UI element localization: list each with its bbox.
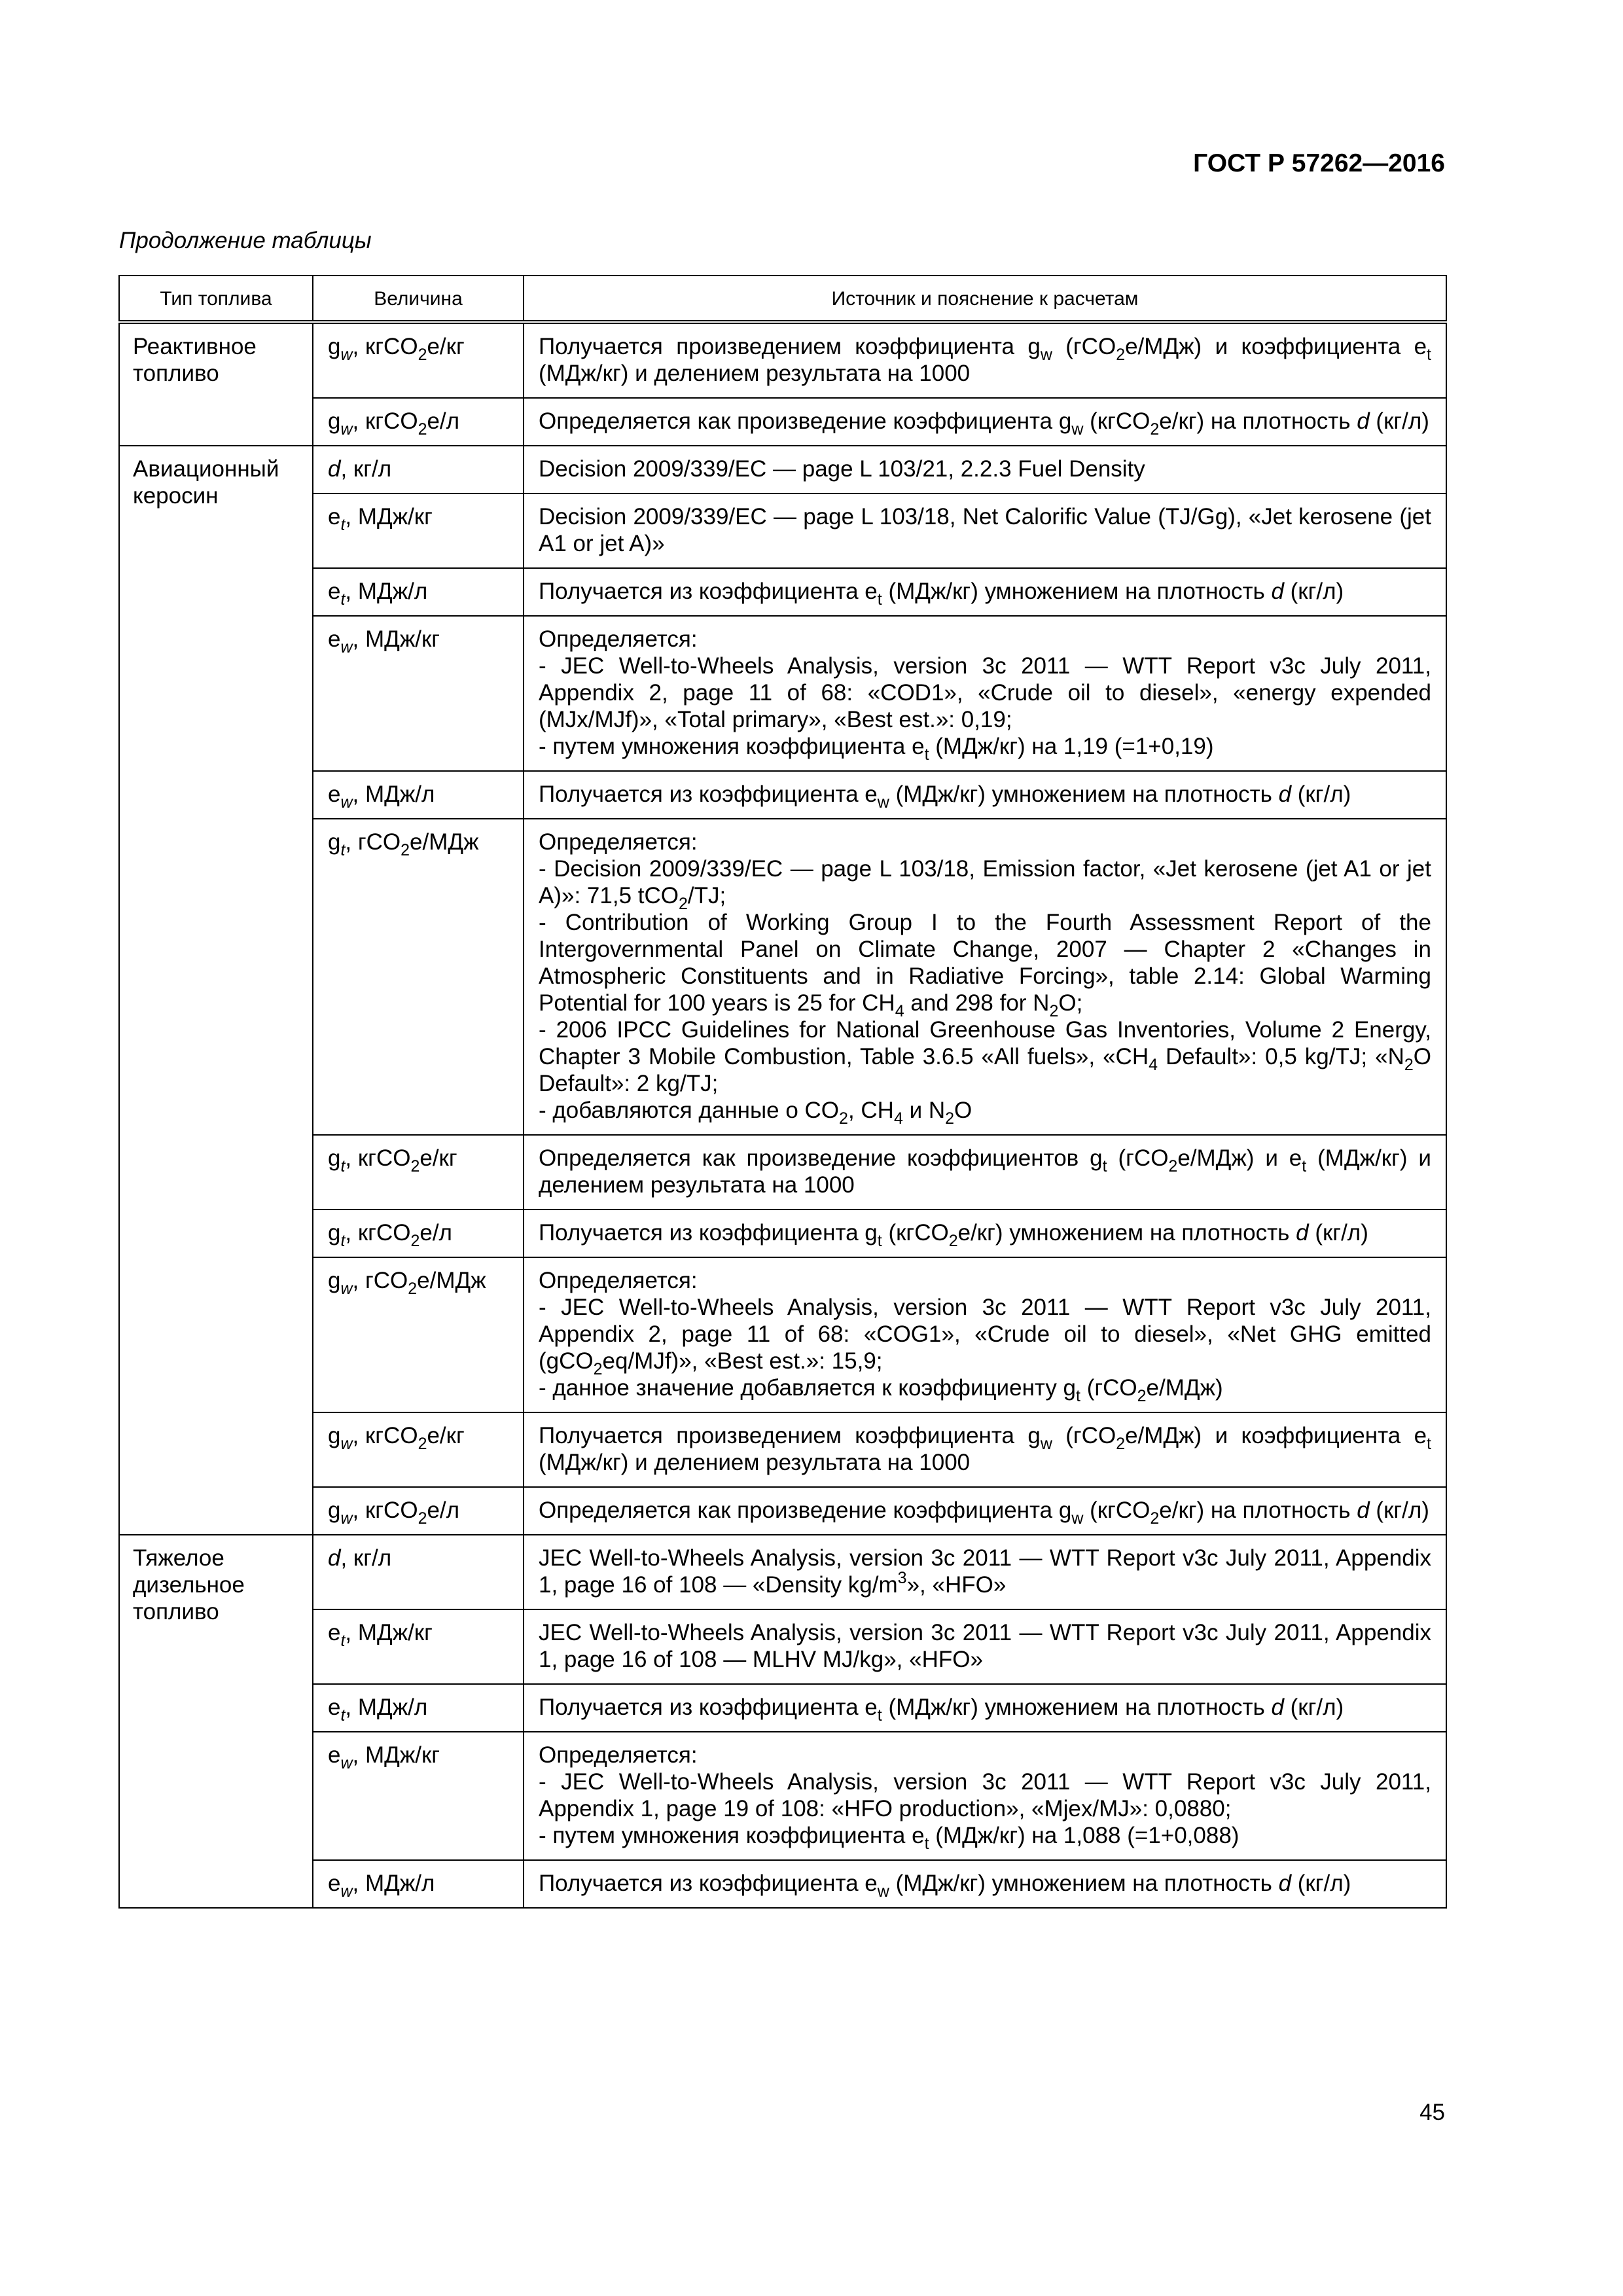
description-line: Получается произведением коэффициента $g_w$ (гCO$_2$e/МДж) и коэффициента $e_t$ (МДж/кг) и делением результата на 1000 [539, 1423, 1431, 1475]
unit-subscript: 2 [418, 1509, 427, 1528]
subscript: 2 [1116, 346, 1126, 364]
quantity-subscript: w [340, 1509, 353, 1528]
description-line: Определяется: [539, 829, 698, 855]
unit-subscript: 2 [408, 1280, 418, 1298]
italic-symbol: d [1357, 1498, 1370, 1523]
table-row [119, 1609, 1446, 1684]
description-line: - путем умножения коэффициента $e_t$ (МДж/кг) на 1,19 (=1+0,19) [539, 734, 1214, 764]
fuel-type-label: Реактивное [133, 334, 257, 359]
fuel-type-cell [119, 322, 313, 446]
italic-symbol: d [1296, 1220, 1309, 1246]
subscript: 4 [1149, 1056, 1158, 1074]
subscript: 2 [1150, 1509, 1160, 1528]
description-cell [524, 568, 1446, 616]
description-line: Получается из коэффициента $e_w$ (МДж/кг) умножением на плотность d (кг/л) [539, 1871, 1351, 1901]
unit-subscript: 2 [418, 1435, 427, 1453]
description-cell [524, 1412, 1446, 1487]
description-line: - данное значение добавляется к коэффициенту $g_t$ (гCO$_2$e/МДж) [539, 1375, 1223, 1405]
description-line: - путем умножения коэффициента $e_t$ (МДж/кг) на 1,088 (=1+0,088) [539, 1823, 1240, 1853]
description-line: - Contribution of Working Group I to the Fourth Assessment Report of the Intergovernmental Panel on Climate Change, 2007 — Chapter 2 «Changes in Atmospheric Constituents and in Radiative Forcing», table 2.14: Global Warming Potential for 100 years is 25 for $CH_4$ and 298 for $N_2O$; [539, 910, 1431, 1020]
subscript: 2 [1137, 1387, 1147, 1405]
quantity-cell: d, кг/л [313, 1535, 524, 1609]
description-cell [524, 446, 1446, 493]
subscript: t [877, 590, 882, 609]
subscript: 2 [1150, 420, 1160, 439]
subscript: 2 [678, 895, 688, 913]
page-number: 45 [1419, 2100, 1445, 2125]
subscript: 2 [1116, 1435, 1126, 1453]
subscript: t [1076, 1387, 1080, 1405]
description-cell [524, 1732, 1446, 1860]
column-header-fuel-type: Тип топлива [119, 276, 313, 322]
subscript: 2 [1404, 1056, 1414, 1074]
table-row [119, 616, 1446, 771]
description-cell [524, 1210, 1446, 1257]
fuel-type-label: Тяжелое [133, 1545, 224, 1571]
subscript: 2 [945, 1109, 955, 1128]
quantity-subscript: w [340, 1882, 353, 1901]
quantity-subscript: t [340, 1157, 346, 1175]
table-row [119, 398, 1446, 446]
description-cell [524, 819, 1446, 1135]
description-line: Decision 2009/339/EC — page L 103/18, Net Calorific Value (TJ/Gg), «Jet kerosene (jet A1 or jet A)» [539, 504, 1431, 556]
description-cell [524, 493, 1446, 568]
subscript: t [877, 1232, 882, 1250]
unit-subscript: 2 [410, 1157, 420, 1175]
quantity-symbol: d [328, 456, 341, 482]
subscript: 4 [893, 1109, 903, 1128]
quantity-cell: $e_t$, МДж/кг [313, 493, 524, 568]
italic-symbol: d [1271, 1695, 1284, 1720]
table-row [119, 1860, 1446, 1908]
description-cell [524, 1135, 1446, 1210]
italic-symbol: d [1278, 1871, 1292, 1896]
description-line: Определяется как произведение коэффициента $g_w$ (кгCO$_2$e/кг) на плотность d (кг/л) [539, 1498, 1429, 1528]
description-cell [524, 1860, 1446, 1908]
quantity-cell: $g_w$, кгCO$_2$e/л [313, 398, 524, 446]
standard-code: ГОСТ Р 57262—2016 [1193, 149, 1445, 177]
description-line: - JEC Well-to-Wheels Analysis, version 3c 2011 — WTT Report v3c July 2011, Appendix 2, page 11 of 68: «COD1», «Crude oil to diesel», «energy expended (MJx/MJf)», «Total primary», «Best est.»: 0,19; [539, 653, 1431, 732]
table-row [119, 446, 1446, 493]
quantity-subscript: t [340, 516, 346, 534]
subscript: w [1071, 420, 1084, 439]
quantity-cell: d, кг/л [313, 446, 524, 493]
fuel-type-label: топливо [133, 361, 219, 386]
quantity-subscript: w [340, 420, 353, 439]
unit-subscript: 2 [410, 1232, 420, 1250]
description-line: Определяется: [539, 1742, 698, 1768]
description-line: - добавляются данные о $CO_2$, $CH_4$ и $N_2O$ [539, 1098, 972, 1128]
fuel-type-label: топливо [133, 1599, 219, 1624]
quantity-subscript: w [340, 793, 353, 812]
table-row [119, 819, 1446, 1135]
quantity-subscript: t [340, 1232, 346, 1250]
quantity-cell: $g_w$, гCO$_2$e/МДж [313, 1257, 524, 1412]
description-line: - JEC Well-to-Wheels Analysis, version 3c 2011 — WTT Report v3c July 2011, Appendix 1, page 19 of 108: «HFO production», «Mjex/MJ»: 0,0880; [539, 1769, 1431, 1821]
quantity-cell: $e_t$, МДж/кг [313, 1609, 524, 1684]
subscript: t [1427, 346, 1431, 364]
subscript: w [1071, 1509, 1084, 1528]
quantity-cell: $g_t$, гCO$_2$e/МДж [313, 819, 524, 1135]
table-row [119, 771, 1446, 819]
subscript: 4 [895, 1002, 904, 1020]
table-continuation-caption: Продолжение таблицы [119, 228, 372, 253]
description-cell [524, 1487, 1446, 1535]
description-cell [524, 1684, 1446, 1732]
subscript: t [877, 1706, 882, 1725]
description-line: Определяется как произведение коэффициента $g_w$ (кгCO$_2$e/кг) на плотность d (кг/л) [539, 408, 1429, 439]
subscript: 2 [948, 1232, 958, 1250]
quantity-cell: $e_w$, МДж/л [313, 771, 524, 819]
subscript: w [877, 793, 889, 812]
description-line: Получается произведением коэффициента $g_w$ (гCO$_2$e/МДж) и коэффициента $e_t$ (МДж/кг) и делением результата на 1000 [539, 334, 1431, 386]
description-line: Получается из коэффициента $g_t$ (кгCO$_2$e/кг) умножением на плотность d (кг/л) [539, 1220, 1368, 1250]
description-line: - JEC Well-to-Wheels Analysis, version 3c 2011 — WTT Report v3c July 2011, Appendix 2, page 11 of 68: «COG1», «Crude oil to diesel», «Net GHG emitted (gCO$_2$eq/MJf)», «Best est.»: 15,9; [539, 1295, 1431, 1378]
subscript: t [924, 1835, 929, 1853]
table-row [119, 568, 1446, 616]
subscript: w [1040, 1435, 1052, 1453]
description-line: Получается из коэффициента $e_t$ (МДж/кг) умножением на плотность d (кг/л) [539, 579, 1344, 609]
subscript: t [1427, 1435, 1431, 1453]
table-header-row [119, 276, 1446, 322]
quantity-subscript: t [340, 1632, 346, 1650]
quantity-cell: $g_w$, кгCO$_2$e/кг [313, 1412, 524, 1487]
fuel-type-cell [119, 446, 313, 1535]
table-row [119, 1487, 1446, 1535]
subscript: 2 [839, 1109, 848, 1128]
subscript: 2 [1168, 1157, 1178, 1175]
table-row [119, 1535, 1446, 1609]
quantity-subscript: w [340, 346, 353, 364]
unit-subscript: 2 [401, 841, 410, 859]
italic-symbol: d [1271, 579, 1284, 604]
description-cell [524, 1609, 1446, 1684]
column-header-quantity: Величина [313, 276, 524, 322]
description-line: - Decision 2009/339/EC — page L 103/18, Emission factor, «Jet kerosene (jet A1 or jet A)»: 71,5 tCO$_2$/TJ; [539, 856, 1431, 913]
quantity-subscript: t [340, 841, 346, 859]
superscript: 3 [897, 1569, 907, 1587]
unit-subscript: 2 [418, 420, 427, 439]
table-row [119, 1135, 1446, 1210]
description-line: JEC Well-to-Wheels Analysis, version 3c 2011 — WTT Report v3c July 2011, Appendix 1, page 16 of 108 — MLHV MJ/kg», «HFO» [539, 1620, 1431, 1672]
quantity-subscript: w [340, 638, 353, 656]
fuel-type-cell [119, 1535, 313, 1908]
quantity-cell: $e_w$, МДж/кг [313, 616, 524, 771]
quantity-subscript: t [340, 1706, 346, 1725]
subscript: w [1040, 346, 1052, 364]
description-line: Получается из коэффициента $e_t$ (МДж/кг) умножением на плотность d (кг/л) [539, 1695, 1344, 1725]
quantity-cell: $g_t$, кгCO$_2$e/л [313, 1210, 524, 1257]
description-cell [524, 398, 1446, 446]
description-line: Decision 2009/339/EC — page L 103/21, 2.2.3 Fuel Density [539, 456, 1145, 482]
table-row [119, 493, 1446, 568]
description-line: - 2006 IPCC Guidelines for National Greenhouse Gas Inventories, Volume 2 Energy, Chapter 3 Mobile Combustion, Table 3.6.5 «All fuels», «$CH_4$ Default»: 0,5 kg/TJ; «$N_2O$ Default»: 2 kg/TJ; [539, 1017, 1432, 1096]
quantity-cell: $e_w$, МДж/кг [313, 1732, 524, 1860]
subscript: 2 [593, 1360, 603, 1378]
unit-subscript: 2 [418, 346, 427, 364]
table-row [119, 1732, 1446, 1860]
description-cell [524, 616, 1446, 771]
quantity-subscript: w [340, 1280, 353, 1298]
subscript: t [1102, 1157, 1107, 1175]
subscript: t [1302, 1157, 1307, 1175]
table-body [119, 322, 1446, 1908]
table-row [119, 1412, 1446, 1487]
subscript: t [924, 745, 929, 764]
quantity-cell: $e_t$, МДж/л [313, 568, 524, 616]
table-row [119, 1210, 1446, 1257]
quantity-cell: $e_t$, МДж/л [313, 1684, 524, 1732]
subscript: w [877, 1882, 889, 1901]
quantity-cell: $g_t$, кгCO$_2$e/кг [313, 1135, 524, 1210]
quantity-subscript: w [340, 1754, 353, 1772]
column-header-source: Источник и пояснение к расчетам [524, 276, 1446, 322]
fuel-type-label: керосин [133, 483, 219, 509]
description-cell [524, 1535, 1446, 1609]
description-line: Определяется: [539, 1268, 698, 1293]
italic-symbol: d [1357, 408, 1370, 434]
quantity-symbol: d [328, 1545, 341, 1571]
table-row [119, 1257, 1446, 1412]
quantity-subscript: t [340, 590, 346, 609]
description-cell [524, 1257, 1446, 1412]
description-line: Получается из коэффициента $e_w$ (МДж/кг) умножением на плотность d (кг/л) [539, 781, 1351, 812]
table-row [119, 322, 1446, 398]
description-cell [524, 322, 1446, 398]
table-row [119, 1684, 1446, 1732]
description-cell [524, 771, 1446, 819]
italic-symbol: d [1278, 781, 1292, 807]
description-line: Определяется как произведение коэффициентов $g_t$ (гCO$_2$e/МДж) и $e_t$ (МДж/кг) и делением результата на 1000 [539, 1145, 1431, 1198]
fuel-type-label: дизельное [133, 1572, 245, 1598]
quantity-subscript: w [340, 1435, 353, 1453]
fuel-type-label: Авиационный [133, 456, 279, 482]
description-line: JEC Well-to-Wheels Analysis, version 3c 2011 — WTT Report v3c July 2011, Appendix 1, page 16 of 108 — «Density $kg/m^3$», «HFO» [539, 1545, 1431, 1598]
quantity-cell: $g_w$, кгCO$_2$e/кг [313, 322, 524, 398]
emission-factors-table [118, 275, 1447, 1909]
quantity-cell: $g_w$, кгCO$_2$e/л [313, 1487, 524, 1535]
quantity-cell: $e_w$, МДж/л [313, 1860, 524, 1908]
description-line: Определяется: [539, 626, 698, 652]
subscript: 2 [1049, 1002, 1059, 1020]
